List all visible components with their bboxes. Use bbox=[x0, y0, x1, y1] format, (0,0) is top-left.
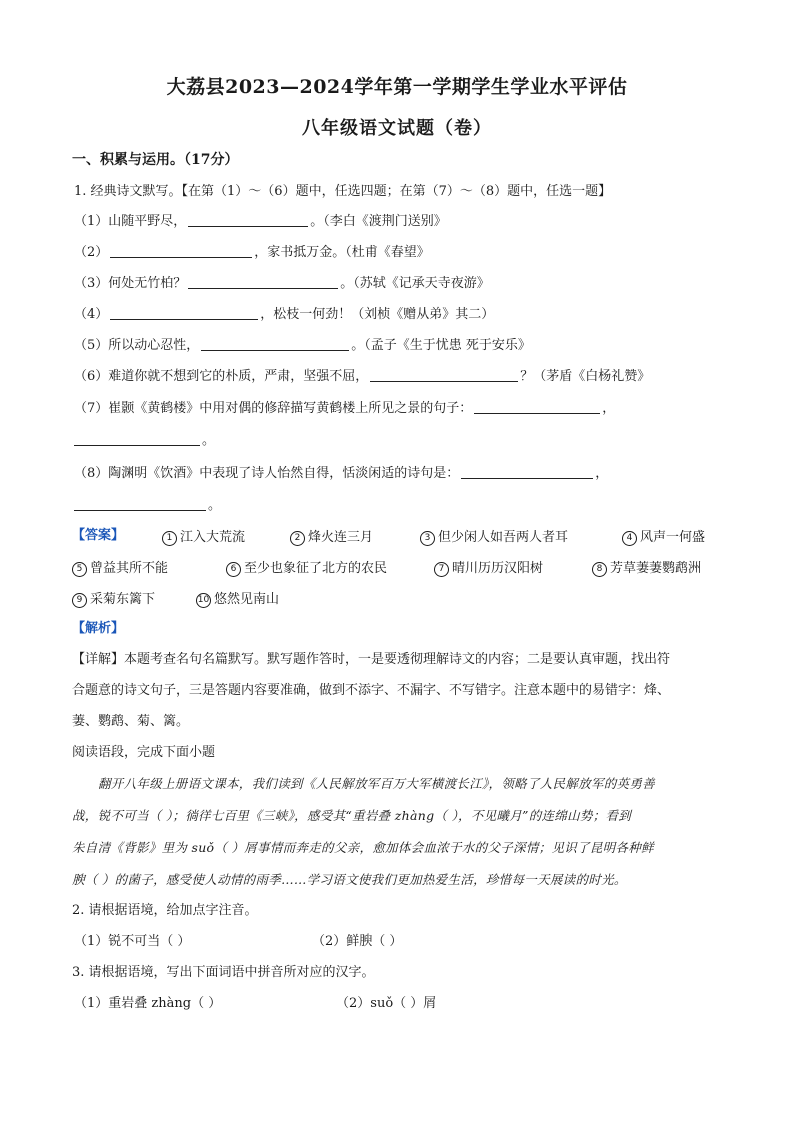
number-badge: 4 bbox=[622, 531, 637, 546]
answer-item bbox=[72, 557, 168, 577]
number-badge: 7 bbox=[434, 562, 449, 577]
answer-item bbox=[592, 557, 701, 577]
q1-item-6 bbox=[74, 367, 650, 387]
q1-item-1 bbox=[74, 212, 447, 232]
answer-blank[interactable] bbox=[74, 431, 200, 446]
number-badge: 9 bbox=[72, 593, 87, 608]
reading-intro: 阅读语段，完成下面小题 bbox=[72, 745, 216, 760]
item-text: （5）所以动心忍性， bbox=[74, 338, 200, 353]
item-text: 。 bbox=[202, 433, 216, 448]
q1-item-3 bbox=[74, 274, 490, 294]
number-badge: 8 bbox=[592, 562, 607, 577]
answer-blank[interactable] bbox=[370, 367, 518, 382]
answer-text: 江入大荒流 bbox=[180, 530, 246, 545]
item-text: ，家书抵万金。（杜甫《春望》 bbox=[254, 245, 430, 260]
number-badge: 1 bbox=[162, 531, 177, 546]
item-text: ， bbox=[595, 466, 609, 481]
answer-blank[interactable] bbox=[201, 336, 349, 351]
page-subtitle: 八年级语文试题（卷） bbox=[302, 118, 492, 139]
number-badge: 6 bbox=[226, 562, 241, 577]
passage-line: 朱自清《背影》里为 suǒ（ ）屑事情而奔走的父亲，愈加体会血浓于水的父子深情；见识了昆明各种鲜 bbox=[72, 840, 654, 855]
item-text: （7）崔颢《黄鹤楼》中用对偶的修辞描写黄鹤楼上所见之景的句子： bbox=[74, 401, 473, 416]
answer-item bbox=[226, 557, 387, 577]
number-badge: 3 bbox=[420, 531, 435, 546]
item-text: （1）山随平野尽， bbox=[74, 214, 187, 229]
answer-blank[interactable] bbox=[474, 399, 600, 414]
answer-item bbox=[434, 557, 543, 577]
answer-text: 至少也象征了北方的农民 bbox=[244, 561, 388, 576]
q1-item-4 bbox=[74, 305, 494, 325]
item-text: ？（茅盾《白杨礼赞》 bbox=[520, 369, 651, 384]
item-text: 。（李白《渡荆门送别》 bbox=[310, 214, 447, 229]
answer-item bbox=[290, 526, 373, 546]
question-1-stem: 1. 经典诗文默写。【在第（1）～（6）题中，任选四题；在第（7）～（8）题中，任选一题】 bbox=[74, 184, 612, 199]
q3-item-1[interactable]: （1）重岩叠 zhàng（ ） bbox=[74, 996, 222, 1011]
item-text: （8）陶渊明《饮酒》中表现了诗人怡然自得，恬淡闲适的诗句是： bbox=[74, 466, 460, 481]
answer-item bbox=[72, 588, 155, 608]
q2-item-1[interactable]: （1）锐不可当（ ） bbox=[74, 934, 191, 949]
q1-item-8-cont bbox=[74, 496, 221, 516]
answer-blank[interactable] bbox=[461, 464, 593, 479]
item-text: （4） bbox=[74, 307, 109, 322]
passage-line: 翻开八年级上册语文课本，我们读到《人民解放军百万大军横渡长江》，领略了人民解放军的英勇善 bbox=[98, 776, 655, 791]
number-badge: 2 bbox=[290, 531, 305, 546]
passage-line: 腴（ ）的菌子，感受使人动情的雨季……学习语文使我们更加热爱生活，珍惜每一天展读的时光。 bbox=[72, 872, 627, 887]
detail-text: 萋、鹦鹉、菊、篱。 bbox=[72, 714, 190, 729]
answer-item bbox=[196, 588, 279, 608]
answer-text: 但少闲人如吾两人者耳 bbox=[438, 530, 569, 545]
answer-text: 芳草萋萋鹦鹉洲 bbox=[610, 561, 702, 576]
answer-blank[interactable] bbox=[188, 274, 338, 289]
section-heading: 一、积累与运用。（17分） bbox=[72, 152, 239, 168]
q1-item-7 bbox=[74, 399, 615, 419]
answer-item bbox=[162, 526, 245, 546]
answer-text: 风声一何盛 bbox=[640, 530, 706, 545]
answer-text: 悠然见南山 bbox=[214, 592, 280, 607]
q1-item-7-cont bbox=[74, 431, 215, 451]
detail-text: 合题意的诗文句子，三是答题内容要准确，做到不添字、不漏字、不写错字。注意本题中的易错字：烽、 bbox=[72, 683, 671, 698]
analysis-label: 【解析】 bbox=[72, 621, 125, 636]
q1-item-8 bbox=[74, 464, 608, 484]
passage-line: 战，锐不可当（ ）；徜徉七百里《三峡》，感受其“重岩叠 zhàng（ ），不见曦月”的连绵山势；看到 bbox=[72, 808, 632, 823]
item-text: ， bbox=[602, 401, 616, 416]
question-2-stem: 2. 请根据语境，给加点字注音。 bbox=[72, 903, 258, 918]
q1-item-2 bbox=[74, 243, 430, 263]
item-text: （3）何处无竹柏？ bbox=[74, 276, 187, 291]
number-badge: 5 bbox=[72, 562, 87, 577]
answer-item bbox=[622, 526, 705, 546]
answer-blank[interactable] bbox=[74, 496, 206, 511]
answer-text: 曾益其所不能 bbox=[90, 561, 169, 576]
item-text: 。 bbox=[208, 498, 222, 513]
item-text: 。（苏轼《记承天寺夜游》 bbox=[340, 276, 490, 291]
number-badge: 10 bbox=[196, 593, 211, 608]
question-3-stem: 3. 请根据语境，写出下面词语中拼音所对应的汉字。 bbox=[72, 965, 375, 980]
detail-text: 【详解】本题考查名句名篇默写。默写题作答时，一是要透彻理解诗文的内容；二是要认真审题，找出符 bbox=[72, 652, 671, 667]
q1-item-5 bbox=[74, 336, 531, 356]
answer-label: 【答案】 bbox=[72, 528, 125, 543]
item-text: （6）难道你就不想到它的朴质，严肃，坚强不屈， bbox=[74, 369, 369, 384]
answer-text: 烽火连三月 bbox=[308, 530, 374, 545]
answer-blank[interactable] bbox=[110, 243, 252, 258]
page-title: 大荔县2023—2024学年第一学期学生学业水平评估 bbox=[166, 76, 628, 98]
answer-item bbox=[420, 526, 568, 546]
q3-item-2[interactable]: （2）suǒ（ ）屑 bbox=[336, 996, 437, 1011]
answer-text: 晴川历历汉阳树 bbox=[452, 561, 544, 576]
item-text: （2） bbox=[74, 245, 109, 260]
item-text: 。（孟子《生于忧患 死于安乐》 bbox=[351, 338, 531, 353]
answer-text: 采菊东篱下 bbox=[90, 592, 156, 607]
answer-blank[interactable] bbox=[110, 305, 258, 320]
answer-blank[interactable] bbox=[188, 212, 308, 227]
q2-item-2[interactable]: （2）鲜腴（ ） bbox=[312, 934, 403, 949]
item-text: ，松枝一何劲！（刘桢《赠从弟》其二） bbox=[260, 307, 495, 322]
